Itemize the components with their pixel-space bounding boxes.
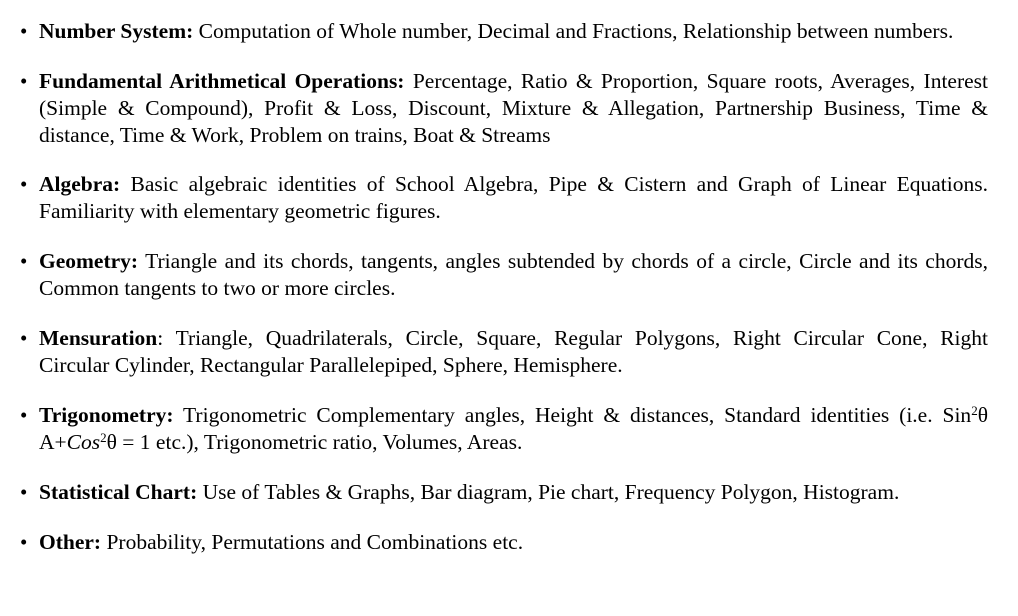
topic-algebra	[20, 171, 988, 225]
topic-heading: Statistical Chart:	[39, 480, 198, 504]
topic-mensuration	[20, 325, 988, 379]
topic-heading: Mensuration	[39, 326, 158, 350]
bullet-icon: •	[20, 249, 28, 273]
superscript-two: 2	[971, 403, 978, 418]
topic-trigonometry	[20, 402, 988, 456]
bullet-icon: •	[20, 69, 28, 93]
topic-text: Use of Tables & Graphs, Bar diagram, Pie chart, Frequency Polygon, Histogram.	[197, 480, 900, 504]
bullet-icon: •	[20, 530, 28, 554]
bullet-icon: •	[20, 326, 28, 350]
topic-text: Triangle and its chords, tangents, angles subtended by chords of a circle, Circle and its chords, Common tangents to two or more circles.	[39, 249, 988, 300]
bullet-icon: •	[20, 172, 28, 196]
topic-heading: Geometry:	[39, 249, 139, 273]
cos-italic: Cos	[66, 430, 101, 454]
topic-text: : Triangle, Quadrilaterals, Circle, Square, Regular Polygons, Right Circular Cone, Right Circular Cylinder, Rectangular Parallelepiped, Sphere, Hemisphere.	[39, 326, 988, 377]
topic-number-system	[20, 18, 988, 45]
topic-heading: Trigonometry:	[39, 403, 174, 427]
topic-heading: Fundamental Arithmetical Operations:	[39, 69, 405, 93]
topic-geometry	[20, 248, 988, 302]
topic-text: Basic algebraic identities of School Algebra, Pipe & Cistern and Graph of Linear Equations. Familiarity with elementary geometric figures.	[39, 172, 988, 223]
topic-text: Trigonometric Complementary angles, Height & distances, Standard identities (i.e. Sin	[173, 403, 972, 427]
topic-statistical-chart	[20, 479, 988, 506]
bullet-icon: •	[20, 19, 28, 43]
topic-fundamental-arithmetic	[20, 68, 988, 149]
topic-text: Computation of Whole number, Decimal and Fractions, Relationship between numbers.	[193, 19, 954, 43]
topic-heading: Number System:	[39, 19, 194, 43]
topic-text: θ = 1 etc.), Trigonometric ratio, Volumes, Areas.	[106, 430, 523, 454]
topic-text: θ A+	[39, 403, 988, 454]
topic-heading: Algebra:	[39, 172, 121, 196]
topic-text: Probability, Permutations and Combinations etc.	[101, 530, 524, 554]
superscript-two: 2	[100, 430, 107, 445]
topic-text: Percentage, Ratio & Proportion, Square roots, Averages, Interest (Simple & Compound), Profit & Loss, Discount, Mixture & Allegation, Partnership Business, Time & distance, Time & Work, Problem on trains, Boat & Streams	[39, 69, 988, 147]
topic-heading: Other:	[39, 530, 102, 554]
bullet-icon: •	[20, 480, 28, 504]
bullet-icon: •	[20, 403, 28, 427]
topic-other	[20, 529, 988, 556]
